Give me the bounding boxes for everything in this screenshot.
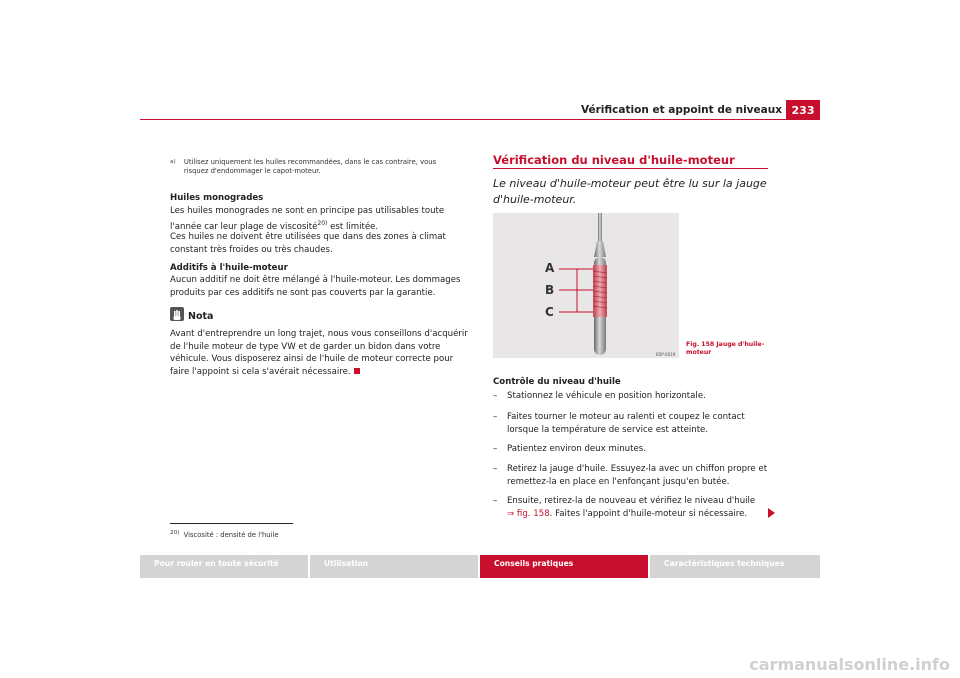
step-text — [507, 495, 778, 520]
step-item: – Retirez la jauge d'huile. Essuyez-la avec un chiffon propre et remettez-la en place en l'enfonçant jusqu'en butée. — [493, 463, 778, 488]
footnote-a — [170, 158, 470, 176]
mono-footnote-ref[interactable]: 20) — [317, 219, 328, 227]
step-text: Stationnez le véhicule en position horizontale. — [507, 391, 706, 401]
section-rule — [493, 168, 768, 169]
nota-hand-icon — [170, 308, 184, 322]
watermark: carmanualsonline.info — [749, 655, 950, 674]
step-item: – Stationnez le véhicule en position horizontale. — [493, 390, 778, 403]
nota-icon — [170, 307, 184, 321]
end-of-section-marker — [354, 368, 360, 374]
footnote-20 — [170, 529, 279, 540]
figure-link[interactable]: ⇒ fig. 158 — [507, 508, 550, 519]
footnote-a-marker: a) — [170, 159, 176, 165]
figure-caption: Fig. 158 Jauge d'huile-moteur — [686, 341, 765, 356]
footnote-rule — [170, 523, 293, 524]
header-rule — [140, 119, 820, 120]
page-number: 233 — [786, 100, 820, 120]
footnote-a-text: Utilisez uniquement les huiles recommandées, dans le cas contraire, vous risquez d'endommager le capot-moteur. — [183, 158, 437, 175]
mono-text-1: Les huiles monogrades ne sont en principe pas utilisables toute l'année car leur plage de viscosité — [170, 206, 445, 232]
step-text: Retirez la jauge d'huile. Essuyez-la avec un chiffon propre et remettez-la en place en l'enfonçant jusqu'en butée. — [507, 464, 768, 487]
steps-heading: Contrôle du niveau d'huile — [493, 377, 621, 387]
nav-tab-practical-tips[interactable]: Conseils pratiques — [480, 555, 648, 578]
step-text: Faites tourner le moteur au ralenti et coupez le contact lorsque la température de service est atteinte. — [507, 412, 745, 435]
nota-paragraph — [170, 328, 470, 378]
step-item: – Faites tourner le moteur au ralenti et coupez le contact lorsque la température de service est atteinte. — [493, 411, 778, 436]
step5-text-1: Ensuite, retirez-la de nouveau et vérifiez le niveau d'huile — [507, 496, 756, 506]
figure-label-c: C — [545, 305, 554, 319]
mono-paragraph-2: Ces huiles ne doivent être utilisées que dans des zones à climat constant très froides ou très chaudes. — [170, 232, 446, 255]
additive-text: Aucun additif ne doit être mélangé à l'huile-moteur. Les dommages produits par ces additifs ne sont pas couverts par la garantie. — [170, 275, 461, 298]
nota-heading: Nota — [188, 311, 214, 322]
mono-heading: Huiles monogrades — [170, 193, 264, 203]
mono-text-2: est limitée. — [327, 221, 379, 232]
dipstick-illustration — [493, 213, 679, 358]
nota-text: Avant d'entreprendre un long trajet, nous vous conseillons d'acquérir de l'huile moteur de type VW et de garder un bidon dans votre véhicule. Vous disposerez ainsi de l'huile de moteur correcte pour faire l'appoint si cela s'avérait nécessaire. — [170, 329, 468, 377]
step-item: – Patientez environ deux minutes. — [493, 443, 778, 456]
figure-code: B5P-0019 — [656, 352, 676, 357]
step-text: Patientez environ deux minutes. — [507, 444, 646, 454]
section-title: Vérification du niveau d'huile-moteur — [493, 153, 735, 167]
figure-label-b: B — [545, 283, 555, 297]
nav-tab-technical-specs[interactable]: Caractéristiques techniques — [650, 555, 820, 578]
additive-heading: Additifs à l'huile-moteur — [170, 263, 288, 273]
header-title: Vérification et appoint de niveaux — [580, 104, 782, 116]
nav-tab-utilisation[interactable]: Utilisation — [310, 555, 478, 578]
step5-text-2: . Faites l'appoint d'huile-moteur si nécessaire. — [549, 508, 748, 519]
footnote-20-marker: 20) — [170, 530, 180, 536]
dipstick-figure — [493, 213, 679, 358]
section-intro: Le niveau d'huile-moteur peut être lu sur la jauge d'huile-moteur. — [493, 177, 767, 206]
step-item: – Ensuite, retirez-la de nouveau et vérifiez le niveau d'huile ⇒ fig. 158. Faites l'appoint d'huile-moteur si nécessaire. — [493, 495, 778, 520]
next-page-arrow-icon[interactable] — [768, 508, 775, 518]
footnote-20-text: Viscosité : densité de l'huile — [183, 531, 279, 540]
nav-tab-safety[interactable]: Pour rouler en toute sécurité — [140, 555, 308, 578]
figure-label-a: A — [545, 261, 555, 275]
mono-paragraph — [170, 205, 475, 233]
